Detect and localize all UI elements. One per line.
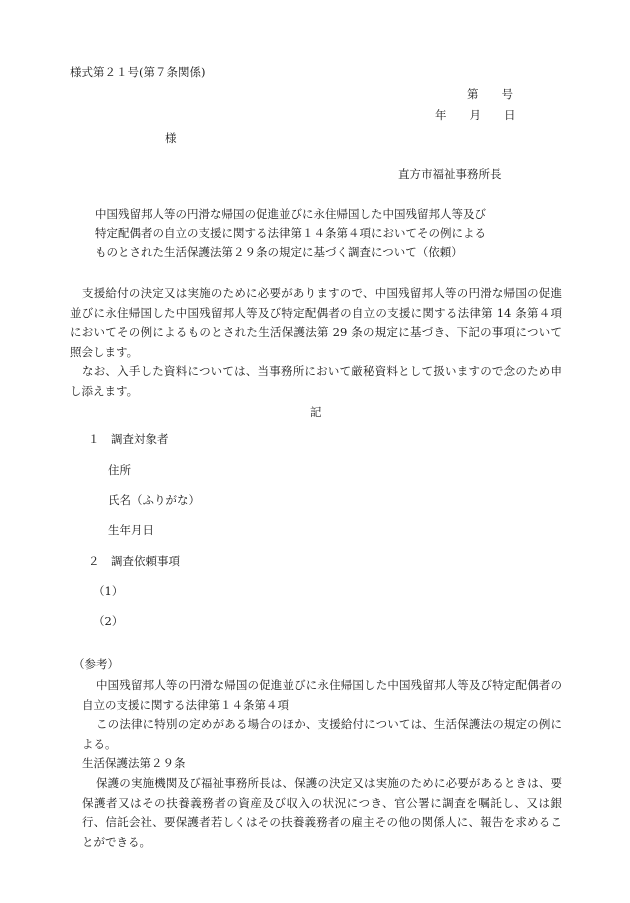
article-heading: 生活保護法第２９条: [82, 756, 186, 770]
title-line-2: 特定配偶者の自立の支援に関する法律第１４条第４項においてその例による: [95, 226, 486, 240]
form-number: 様式第２１号(第７条関係): [70, 65, 206, 79]
sub-item-2: （2）: [93, 614, 124, 628]
ki-heading: 記: [310, 405, 322, 419]
sender-name: 直方市福祉事務所長: [398, 167, 502, 181]
addressee-suffix: 様: [165, 131, 177, 145]
document-number-line: 第 号: [467, 87, 513, 101]
birthdate-label: 生年月日: [108, 523, 154, 537]
name-label: 氏名（ふりがな）: [108, 493, 200, 507]
sub-item-1: （1）: [93, 584, 124, 598]
item-1-label: １ 調査対象者: [88, 432, 169, 446]
reference-law-title: 中国残留邦人等の円滑な帰国の促進並びに永住帰国した中国残留邦人等及び特定配偶者の自立の支援に関する法律第１４条第４項: [82, 678, 562, 712]
reference-law-text: この法律に特別の定めがある場合のほか、支援給付については、生活保護法の規定の例による。: [82, 717, 562, 751]
title-line-1: 中国残留邦人等の円滑な帰国の促進並びに永住帰国した中国残留邦人等及び: [95, 207, 486, 221]
title-line-3: ものとされた生活保護法第２９条の規定に基づく調査について（依頼）: [95, 245, 463, 259]
body-paragraph-2: なお、入手した資料については、当事務所において厳秘資料として扱いますので念のため申し添えます。: [70, 364, 562, 398]
date-line: 年 月 日: [435, 108, 516, 122]
article-text: 保護の実施機関及び福祉事務所長は、保護の決定又は実施のために必要があるときは、要保護者又はその扶養義務者の資産及び収入の状況につき、官公署に調査を嘱託し、又は銀行、信託会社、要保護者若しくはその扶養義務者の雇主その他の関係人に、報告を求めることができる。: [82, 776, 562, 849]
body-paragraph-1: 支援給付の決定又は実施のために必要がありますので、中国残留邦人等の円滑な帰国の促進並びに永住帰国した中国残留邦人等及び特定配偶者の自立の支援に関する法律第 14 条第４項においてその例によるものとされた生活保護法第 29 条の規定に基づき、下記の事項について照会します。: [70, 286, 562, 359]
reference-heading: （参考）: [73, 657, 119, 671]
address-label: 住所: [108, 463, 131, 477]
item-2-label: ２ 調査依頼事項: [88, 554, 180, 568]
